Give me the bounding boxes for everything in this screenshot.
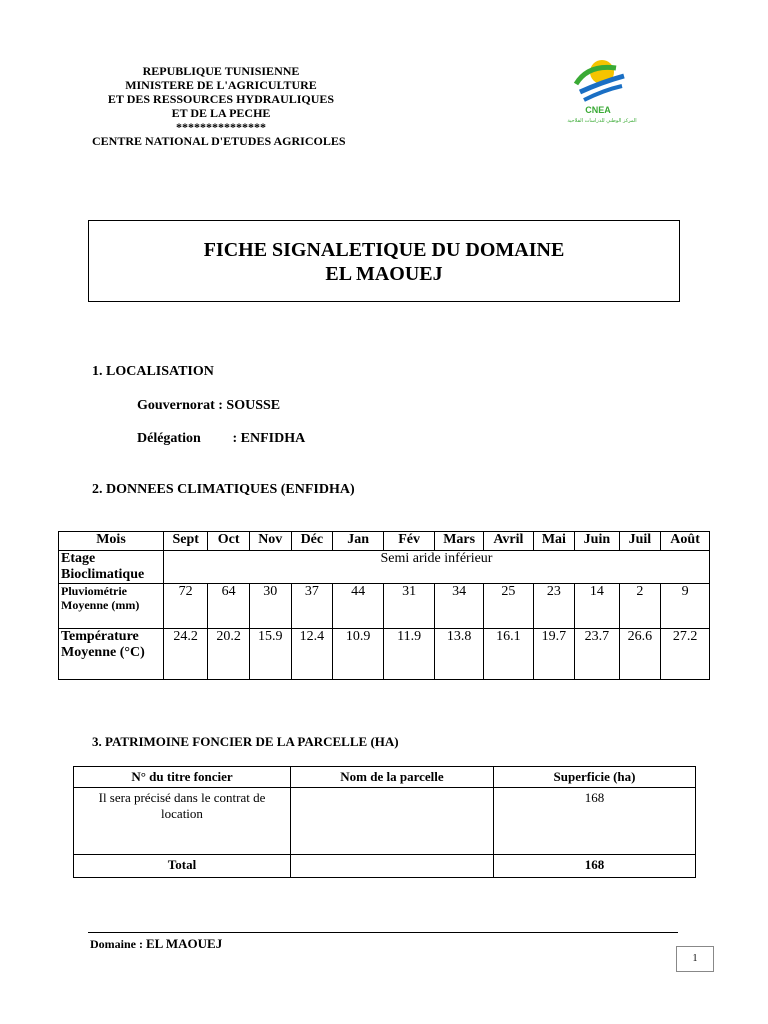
land-total-row: [74, 855, 696, 878]
header-stars: ***************: [176, 120, 266, 134]
footer-label: Domaine :: [90, 937, 143, 951]
etage-label: Etage Bioclimatique: [59, 551, 164, 584]
pluvio-label: Pluviométrie Moyenne (mm): [59, 584, 164, 629]
delegation-label: Délégation: [137, 431, 201, 446]
pluvio-cell: 25: [484, 584, 533, 629]
gouvernorat-label: Gouvernorat: [137, 398, 215, 413]
temp-cell: 19.7: [533, 629, 575, 680]
delegation-row: [137, 431, 305, 447]
total-empty-cell: [291, 855, 494, 878]
temp-cell: 13.8: [435, 629, 484, 680]
month-cell: Avril: [484, 532, 533, 551]
nom-cell: [291, 788, 494, 855]
footer-divider: [88, 932, 678, 933]
section-3-heading: 3. PATRIMOINE FONCIER DE LA PARCELLE (HA): [92, 734, 399, 749]
header-centre: CENTRE NATIONAL D'ETUDES AGRICOLES: [92, 134, 346, 148]
logo-text: CNEA: [585, 105, 611, 115]
pluvio-cell: 9: [661, 584, 710, 629]
total-label: Total: [74, 855, 291, 878]
total-value: 168: [494, 855, 696, 878]
temp-cell: 20.2: [208, 629, 250, 680]
temp-cell: 27.2: [661, 629, 710, 680]
pluvio-cell: 30: [249, 584, 291, 629]
land-header-row: [74, 767, 696, 788]
climate-header-row: [59, 532, 710, 551]
header-line-4: ET DE LA PECHE: [171, 106, 271, 120]
col-superficie-header: Superficie (ha): [494, 767, 696, 788]
section-2-heading: 2. DONNEES CLIMATIQUES (ENFIDHA): [92, 482, 355, 497]
header-line-1: REPUBLIQUE TUNISIENNE: [142, 64, 300, 78]
section-1-heading: 1. LOCALISATION: [92, 364, 214, 379]
temp-cell: 15.9: [249, 629, 291, 680]
month-cell: Oct: [208, 532, 250, 551]
title-line-1: FICHE SIGNALETIQUE DU DOMAINE: [203, 239, 565, 261]
land-table: [73, 766, 696, 878]
month-cell: Déc: [291, 532, 333, 551]
title-line-2: EL MAOUEJ: [325, 263, 443, 285]
land-data-row: [74, 788, 696, 855]
superficie-cell: 168: [494, 788, 696, 855]
pluvio-cell: 14: [575, 584, 619, 629]
temp-cell: 23.7: [575, 629, 619, 680]
footer: [90, 936, 222, 952]
page-number: 1: [676, 946, 714, 972]
month-cell: Nov: [249, 532, 291, 551]
temp-cell: 11.9: [384, 629, 435, 680]
pluvio-cell: 34: [435, 584, 484, 629]
temp-cell: 12.4: [291, 629, 333, 680]
gouvernorat-value: : SOUSSE: [218, 398, 281, 413]
pluvio-cell: 72: [164, 584, 208, 629]
month-cell: Jan: [333, 532, 384, 551]
pluvio-cell: 23: [533, 584, 575, 629]
month-cell: Mars: [435, 532, 484, 551]
month-cell: Fév: [384, 532, 435, 551]
etage-row: [59, 551, 710, 584]
month-cell: Juil: [619, 532, 661, 551]
document-title-box: [88, 220, 680, 302]
pluvio-cell: 37: [291, 584, 333, 629]
temp-cell: 16.1: [484, 629, 533, 680]
cnea-logo: [558, 54, 648, 124]
logo-arabic: المركز الوطني للدراسات الفلاحية: [567, 118, 637, 124]
temp-cell: 26.6: [619, 629, 661, 680]
footer-value: EL MAOUEJ: [146, 936, 223, 951]
month-cell: Juin: [575, 532, 619, 551]
delegation-value: : ENFIDHA: [232, 431, 306, 446]
pluvio-cell: 2: [619, 584, 661, 629]
temp-label: Température Moyenne (°C): [59, 629, 164, 680]
col-nom-header: Nom de la parcelle: [291, 767, 494, 788]
temp-cell: 10.9: [333, 629, 384, 680]
month-cell: Août: [661, 532, 710, 551]
month-cell: Mai: [533, 532, 575, 551]
temp-cell: 24.2: [164, 629, 208, 680]
temp-row: [59, 629, 710, 680]
col-titre-header: N° du titre foncier: [74, 767, 291, 788]
pluvio-cell: 44: [333, 584, 384, 629]
climate-table: [58, 531, 710, 680]
header-line-2: MINISTERE DE L'AGRICULTURE: [125, 78, 317, 92]
pluvio-cell: 31: [384, 584, 435, 629]
pluvio-cell: 64: [208, 584, 250, 629]
months-label: Mois: [59, 532, 164, 551]
header-line-3: ET DES RESSOURCES HYDRAULIQUES: [107, 92, 335, 106]
month-cell: Sept: [164, 532, 208, 551]
gouvernorat-row: [137, 398, 280, 414]
pluvio-row: [59, 584, 710, 629]
titre-cell: Il sera précisé dans le contrat de location: [74, 788, 291, 855]
etage-value: Semi aride inférieur: [164, 551, 710, 584]
ministry-header: [86, 64, 356, 148]
